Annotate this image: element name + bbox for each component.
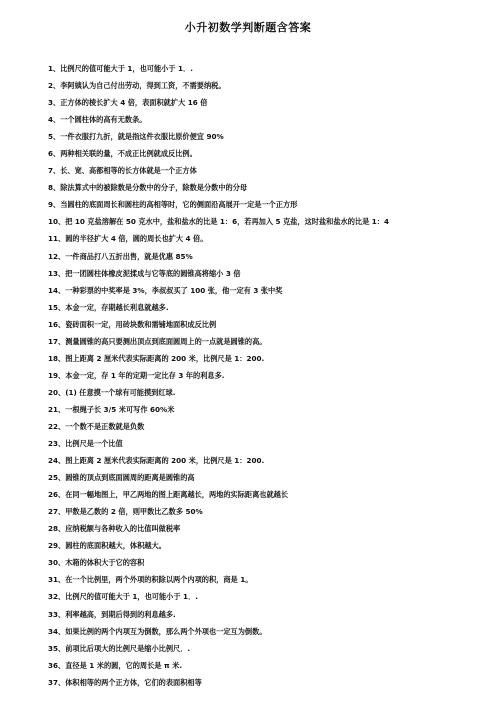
list-item: 19、本金一定，存 1 年的定期一定比存 3 年的利息多. — [48, 370, 225, 380]
list-item: 28、应纳税额与各种收入的比值叫做税率 — [48, 524, 181, 534]
list-item: 7、长、宽、高都相等的长方体就是一个正方体 — [48, 166, 197, 176]
list-item: 20、(1) 任意摸一个球有可能摸到红球. — [48, 387, 176, 397]
list-item: 3、正方体的棱长扩大 4 倍，表面积就扩大 16 倍 — [48, 98, 208, 108]
list-item: 15、本金一定，存期越长利息就越多. — [48, 302, 169, 312]
list-item: 23、比例尺是一个比值 — [48, 439, 123, 449]
list-item: 31、在一个比例里，两个外项的积除以两个内项的积，商是 1。 — [48, 575, 253, 585]
list-item: 37、体积相等的两个正方体，它们的表面积相等 — [48, 677, 202, 687]
list-item: 33、利率越高，到期后得到的利息越多. — [48, 609, 176, 619]
list-item: 30、木箱的体积大于它的容积 — [48, 558, 145, 568]
list-item: 6、两种相关联的量，不成正比例就成反比例。 — [48, 149, 197, 159]
page-title: 小升初数学判断题含答案 — [184, 21, 312, 34]
list-item: 35、前项比后项大的比例尺是缩小比例尺．. — [48, 643, 191, 653]
list-item: 26、在同一幅地图上，甲乙两地的图上距离越长，两地的实际距离也就越长 — [48, 490, 289, 500]
list-item: 17、测量圆锥的高只要测出顶点到底面圆周上的一点就是圆锥的高。 — [48, 336, 267, 346]
list-item: 21、一根绳子长 3/5 米可写作 60%米 — [48, 404, 175, 414]
question-list — [48, 60, 494, 691]
list-item: 1、比例尺的值可能大于 1，也可能小于 1．. — [48, 64, 193, 73]
list-item: 24、图上距离 2 厘米代表实际距离的 200 米，比例尺是 1：200. — [48, 456, 265, 466]
list-item: 2、李阿姨认为自己付出劳动，得到工资，不需要纳税。 — [48, 81, 226, 91]
list-item: 32、比例尺的值可能大于 1，也可能小于 1．. — [48, 592, 198, 602]
list-item: 25、圆锥的顶点到底面圆周的距离是圆锥的高 — [48, 473, 195, 483]
list-item: 34、如果比例的两个内项互为倒数，那么两个外项也一定互为倒数。 — [48, 626, 267, 636]
list-item: 14、一种彩票的中奖率是 3%，李叔叔买了 100 张，他一定有 3 张中奖 — [48, 285, 283, 295]
list-item: 13、把一团圆柱体橡皮泥揉成与它等底的圆锥高将缩小 3 倍 — [48, 268, 241, 278]
list-item: 36、直径是 1 米的圆，它的周长是 π 米. — [48, 660, 183, 670]
list-item: 9、当圆柱的底面周长和圆柱的高相等时，它的侧面沿高展开一定是一个正方形 — [48, 200, 298, 210]
list-item: 18、图上距离 2 厘米代表实际距离的 200 米，比例尺是 1：200. — [48, 353, 265, 363]
list-item: 11、圆的半径扩大 4 倍，圆的周长也扩大 4 倍。 — [48, 234, 208, 244]
list-item: 5、一件衣服打九折，就是指这件衣服比原价便宜 90% — [48, 132, 224, 142]
list-item: 12、一件商品打八五折出售，就是优惠 85% — [48, 251, 193, 261]
list-item: 22、一个数不是正数就是负数 — [48, 421, 145, 431]
list-item: 4、一个圆柱体的高有无数条。 — [48, 115, 147, 125]
list-item: 16、瓷砖面积一定，用砖块数和需铺地面积成反比例 — [48, 319, 217, 329]
list-item: 10、把 10 克盐溶解在 50 克水中，盐和盐水的比是 1：6，若再加入 5 克盐，这时盐和盐水的比是 1：4 — [48, 217, 389, 227]
list-item: 29、圆柱的底面积越大，体积越大。 — [48, 541, 166, 551]
list-item: 27、甲数是乙数的 2 倍，则甲数比乙数多 50% — [48, 507, 203, 517]
list-item: 8、除法算式中的被除数是分数中的分子，除数是分数中的分母 — [48, 183, 248, 193]
